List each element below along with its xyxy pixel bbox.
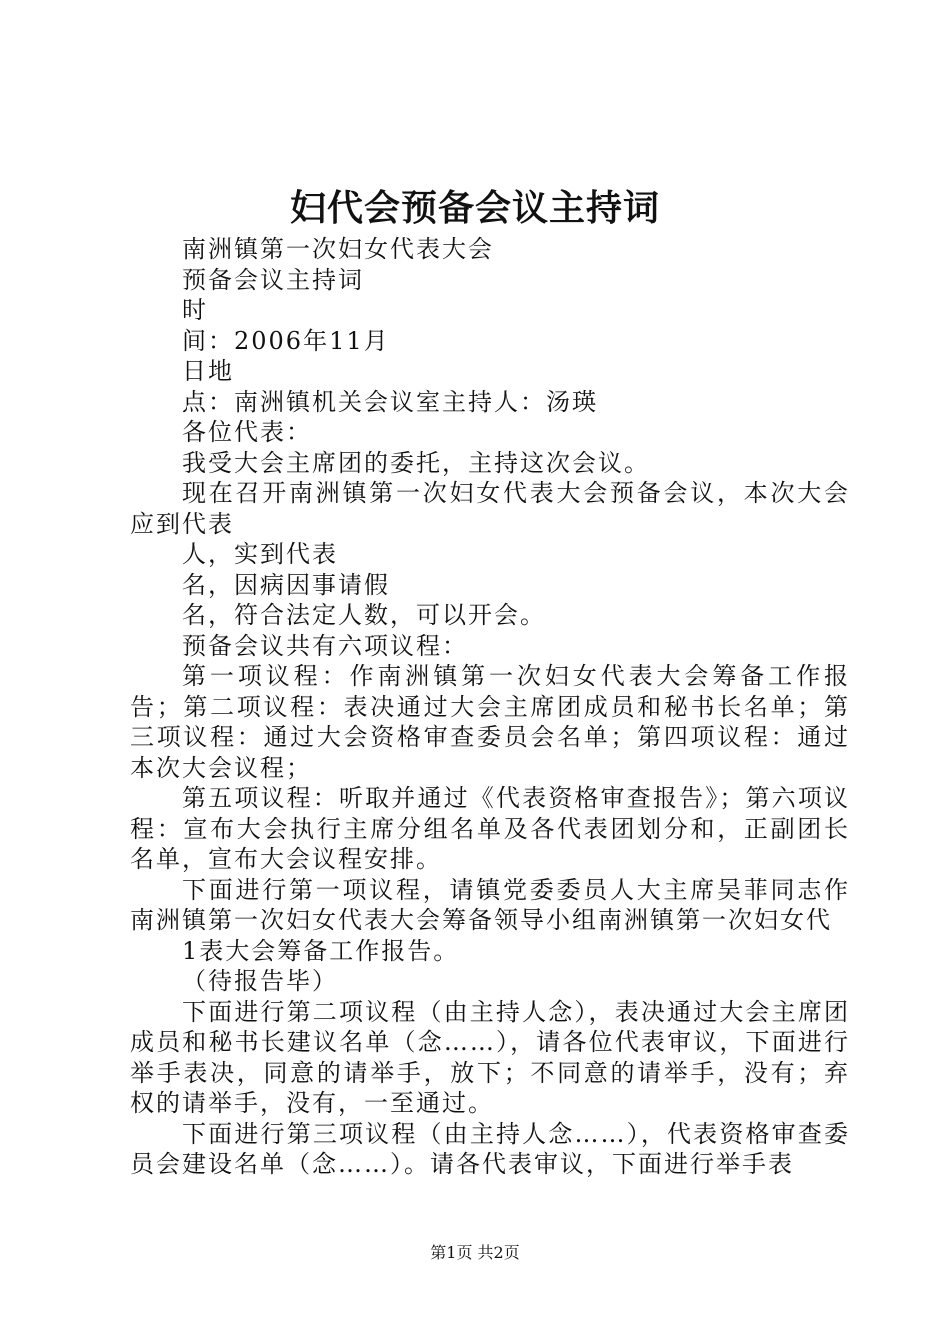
body-line: 名，符合法定人数，可以开会。 [182, 601, 546, 629]
paragraph-convene: 现在召开南洲镇第一次妇女代表大会预备会议，本次大会应到代表 [130, 479, 850, 538]
body-line: 人，实到代表 [182, 540, 338, 568]
body-line: 名，因病因事请假 [182, 570, 390, 599]
body-line: 点：南洲镇机关会议室主持人：汤瑛 [182, 387, 598, 416]
body-line: 预备会议主持词 [182, 265, 364, 294]
paragraph-item-1: 下面进行第一项议程，请镇党委委员人大主席吴菲同志作南洲镇第一次妇女代表大会筹备领导小组南洲镇第一次妇女代 [130, 875, 850, 934]
body-line: 预备会议共有六项议程： [182, 631, 468, 660]
body-line: 南洲镇第一次妇女代表大会 [182, 235, 494, 263]
body-line: 间：2006年11月 [182, 326, 390, 355]
paragraph-item-3: 下面进行第三项议程（由主持人念……），代表资格审查委员会建设名单（念……）。请各代表审议，下面进行举手表 [130, 1119, 850, 1178]
paragraph-agenda-1-4: 第一项议程：作南洲镇第一次妇女代表大会筹备工作报告；第二项议程：表决通过大会主席团成员和秘书长名单；第三项议程：通过大会资格审查委员会名单；第四项议程：通过本次大会议程； [130, 662, 850, 782]
body-line: 日地 [182, 357, 234, 385]
paragraph-item-2: 下面进行第二项议程（由主持人念），表决通过大会主席团成员和秘书长建议名单（念……），请各位代表审议，下面进行举手表决，同意的请举手，放下；不同意的请举手，没有；弃权的请举手，没有，一至通过。 [130, 997, 850, 1117]
document-title: 妇代会预备会议主持词 [289, 187, 660, 229]
body-line: （待报告毕） [182, 967, 338, 995]
paragraph-agenda-5-6: 第五项议程：听取并通过《代表资格审查报告》；第六项议程：宣布大会执行主席分组名单及各代表团划分和，正副团长名单，宣布大会议程安排。 [130, 784, 850, 873]
body-line: 1表大会筹备工作报告。 [182, 936, 460, 965]
page-footer: 第1页 共2页 [430, 1243, 520, 1262]
body-line: 我受大会主席团的委托，主持这次会议。 [182, 448, 650, 477]
document-body [130, 234, 850, 1180]
body-line: 时 [182, 296, 208, 324]
body-line: 各位代表： [182, 418, 312, 446]
